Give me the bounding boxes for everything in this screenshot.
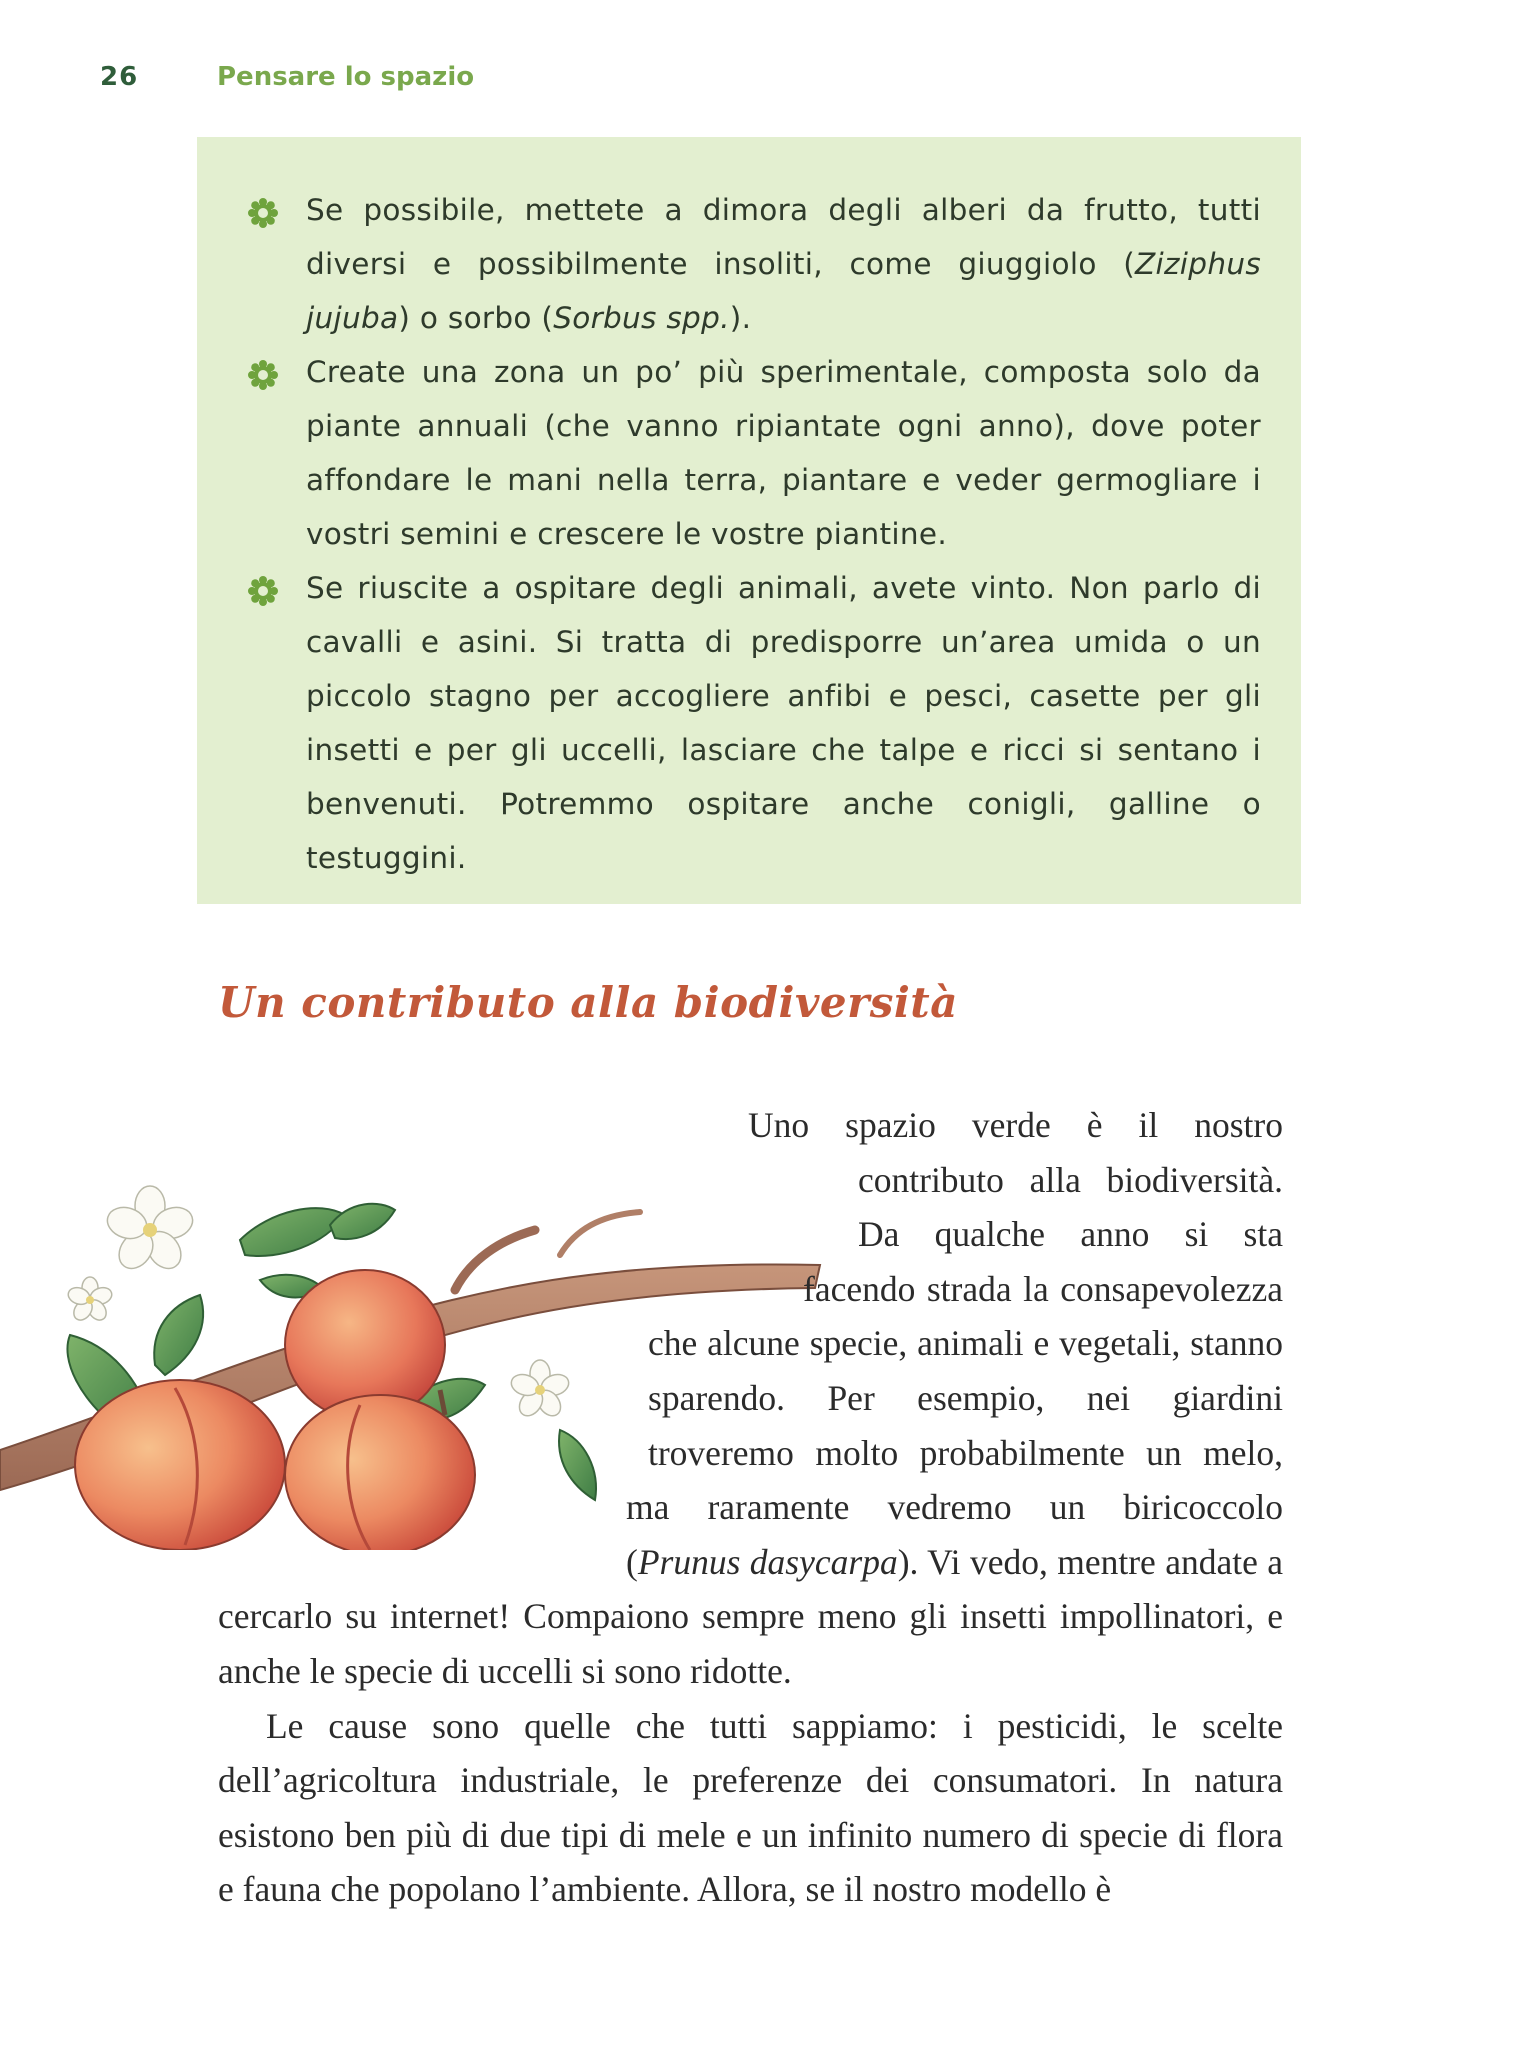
- tip-text: Create una zona un po’ più sperimentale, composta solo da piante annuali (che vanno ripiantate ogni anno), dove poter affondare le mani nella terra, piantare e veder germogliare i vostri semini e crescere le vostre piantine.: [306, 355, 1261, 551]
- flower-bullet-icon: [247, 359, 279, 391]
- body-paragraph: Le cause sono quelle che tutti sappiamo: i pesticidi, le scelte dell’agricoltura industriale, le preferenze dei consumatori. In natura esistono ben più di due tipi di mele e un infinito numero di specie di flora e fauna che popolano l’ambiente. Allora, se il nostro modello è: [218, 1705, 1283, 1910]
- body-text: [218, 1098, 1283, 1917]
- section-title: Un contributo alla biodiversità: [218, 978, 958, 1027]
- running-head: Pensare lo spazio: [217, 62, 475, 92]
- tip-item: [247, 183, 1261, 345]
- flower-bullet-icon: [247, 575, 279, 607]
- page-number: 26: [100, 62, 139, 92]
- body-paragraph: Uno spazio verde è il nostro contributo alla biodiversità. Da qualche anno si sta facendo strada la consapevolezza che alcune specie, animali e vegetali, stanno sparendo. Per esempio, nei giardini troveremo molto probabilmente un melo, ma raramente vedremo un biricoccolo (Prunus dasycarpa). Vi vedo, mentre andate a cercarlo su internet! Compaiono sempre meno gli insetti impollinatori, e anche le specie di uccelli si sono ridotte.: [218, 1105, 1283, 1691]
- flower-bullet-icon: [247, 197, 279, 229]
- tip-item: [247, 561, 1261, 885]
- tips-box: [197, 137, 1301, 904]
- tip-text: Se riuscite a ospitare degli animali, avete vinto. Non parlo di cavalli e asini. Si tratta di predisporre un’area umida o un piccolo stagno per accogliere anfibi e pesci, casette per gli insetti e per gli uccelli, lasciare che talpe e ricci si sentano i benvenuti. Potremmo ospitare anche conigli, galline o testuggini.: [306, 571, 1261, 875]
- tip-text: Se possibile, mettete a dimora degli alberi da frutto, tutti diversi e possibilmente insoliti, come giuggiolo (Ziziphus jujuba) o sorbo (Sorbus spp.).: [306, 193, 1261, 335]
- tip-item: [247, 345, 1261, 561]
